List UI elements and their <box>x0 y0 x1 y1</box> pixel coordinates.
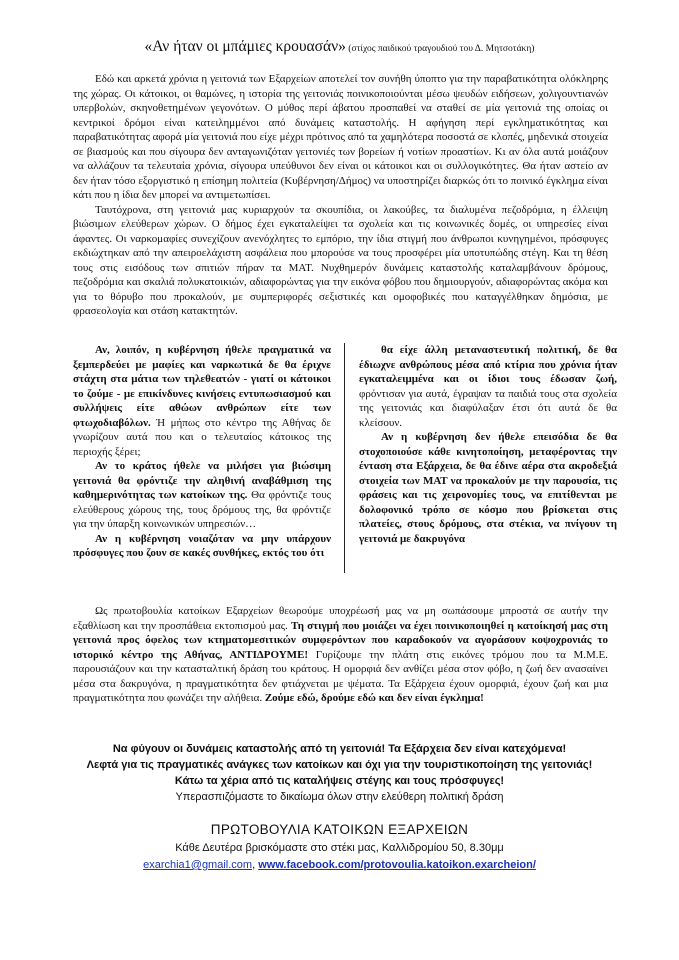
right-paragraph-1 <box>359 343 617 430</box>
left-paragraph-1-bold: Αν, λοιπόν, η κυβέρνηση ήθελε πραγματικά να ξεμπερδεύει με μαφίες και ναρκωτικά δε θα έριχνε στάχτη στα μάτια των τηλεθεατών - γιατί οι κάτοικοι το ζούμε - με επικίνδυνες κινήσεις εντυπωσιασμού και συλλήψεις είτε αθώων ανθρώπων είτε των φτωχοδιαβόλων. <box>73 344 331 429</box>
slogan-2: Λεφτά για τις πραγματικές ανάγκες των κατοίκων και όχι για την τουριστικοποίηση της γειτονιάς! <box>86 759 593 771</box>
signature-block <box>0 820 679 874</box>
intro-paragraph-2: Ταυτόχρονα, στη γειτονιά μας κυριαρχούν τα σκουπίδια, οι λακούβες, τα διαλυμένα πεζοδρόμια, η έλλειψη βιώσιμων ελεύθερων χώρων. Ο δήμος έχει εγκαταλείψει τα σχολεία και τις κοινωνικές δομές, οι υπηρεσίες είναι άφαντες. Οι ναρκομαφίες συνεχίζουν ανενόχλητες το εμπόριο, την ίδια στιγμή που άνθρωποι κυνηγημένοι, πρόσφυγες εκδιώχτηκαν από την απειροελάχιστη ασφάλεια που μπορούσε να τους προσφέρει μία υποτυπώδης στέγη. Και τη θέση τους στις εισόδους των σπιτιών πήραν τα ΜΑΤ. Νυχθημερόν δυνάμεις καταστολής καταλαμβάνουν δρόμους, πεζοδρόμια και σκαλιά πολυκατοικιών, αδιαφορώντας για την εικόνα φόβου που δημιουργούν, αδιαφορώντας ακόμα και για το θόρυβο που προκαλούν, με συμπεριφορές σεξιστικές και ομοφοβικές που καταγγέλθηκαν δημόσια, με φρασεολογία και στάση κατακτητών. <box>73 203 608 317</box>
contact-links <box>0 857 679 874</box>
page-subtitle: (στίχος παιδικού τραγουδιού του Δ. Μητσοτάκη) <box>345 44 535 54</box>
closing-bold-2: Ζούμε εδώ, δρούμε εδώ και δεν είναι έγκλημα! <box>264 692 484 704</box>
closing-bold-1: Τη στιγμή που μοιάζει να έχει ποινικοποιηθεί η κατοίκησή μας στη γειτονιά προς όφελος των κτηματομεσιτικών συμφερόντων που καραδοκούν να αγοράσουν κοψοχρονιάς το ιστορικό κέντρο της Αθήνας, ΑΝΤΙΔΡΟΥΜΕ! <box>73 619 608 661</box>
intro-paragraph-1: Εδώ και αρκετά χρόνια η γειτονιά των Εξαρχείων αποτελεί τον συνήθη ύποπτο για την παραβατικότητα ολόκληρης της χώρας. Οι κάτοικοι, οι θαμώνες, η ιστορία της γειτονιάς ποινικοποιούνται μέσω ψευδών ειδήσεων, χολιγουντιανών υπερβολών, σκηνοθετημένων γεγονότων. Ο μύθος περί άβατου προσπαθεί να σταθεί σε μία γειτονιά της οποίας οι κεντρικοί δρόμοι είναι κατειλημμένοι από δυνάμεις καταστολής. Η αφήγηση περί εγκληματικότητας και παραβατικότητας αφορά μία γειτονιά που είχε μέχρι πρότινος από τα χαμηλότερα ποσοστά σε κλοπές, μηδενικά στοιχεία σε βιασμούς και που σίγουρα δεν ανταγωνιζόταν γειτονιές των βορείων ή νοτίων προαστίων. Κι αν όλα αυτά μοιάζουν να αλλάζουν τα τελευταία χρόνια, σίγουρα υπεύθυνοι δεν είναι οι κάτοικοι και οι συλλογικότητες. Θα ήταν αστείο αν δεν ήταν τόσο εξοργιστικό η επίσημη πολιτεία (Κυβέρνηση/Δήμος) να υποστηρίζει διαρκώς ότι το ποινικό έγκλημα είναι κάτι που η ίδια δεν μπορεί να αντιμετωπίσει. <box>73 73 608 201</box>
right-paragraph-2 <box>359 430 617 546</box>
page-title: «Αν ήταν οι μπάμιες κρουασάν» <box>144 38 346 55</box>
left-column <box>73 343 331 561</box>
slogan-4: Υπερασπιζόμαστε το δικαίωμα όλων στην ελεύθερη πολιτική δράση <box>175 791 504 803</box>
slogans-block <box>0 741 679 805</box>
right-paragraph-2-bold: Αν η κυβέρνηση δεν ήθελε επεισόδια δε θα στοχοποιούσε κάθε κινητοποίηση, μεταφέροντας την ένταση στα Εξάρχεια, δε θα έδινε αέρα στα ακροδεξιά στοιχεία των ΜΑΤ να προκαλούν με την παρουσία, τις φράσεις και τις χειρονομίες τους, να επιτίθενται με δολοφονικό τρόπο σε κόσμο που βρίσκεται στις πλατείες, στους δρόμους, στα στέκια, να πνίγουν τη γειτονιά με δακρυγόνα <box>359 431 617 545</box>
organization-name: ΠΡΩΤΟΒΟΥΛΙΑ ΚΑΤΟΙΚΩΝ ΕΞΑΡΧΕΙΩΝ <box>210 822 469 837</box>
right-paragraph-1-text: φρόντισαν για αυτά, έγραψαν τα παιδιά τους στα σχολεία της γειτονιάς και διαφύλαξαν έτσι ότι αυτά δε θα κλείσουν. <box>359 387 617 429</box>
link-separator: , <box>252 859 259 871</box>
slogan-1: Να φύγουν οι δυνάμεις καταστολής από τη γειτονιά! Τα Εξάρχεια δεν είναι κατεχόμενα! <box>112 743 567 755</box>
closing-text-1: Ως πρωτοβουλία κατοίκων Εξαρχείων θεωρούμε υποχρέωσή μας να μη σωπάσουμε μπροστά σε αυτήν την εξαθλίωση και την προσπάθεια εκτοπισμού μας. <box>73 605 608 632</box>
left-paragraph-2 <box>73 459 331 532</box>
two-column-section <box>73 343 617 571</box>
right-column <box>359 343 617 546</box>
closing-paragraph <box>73 604 608 706</box>
left-paragraph-3-bold: Αν η κυβέρνηση νοιαζόταν να μην υπάρχουν πρόσφυγες που ζουν σε κακές συνθήκες, εκτός του ότι <box>73 532 331 559</box>
closing-text <box>73 604 608 706</box>
facebook-link[interactable]: www.facebook.com/protovoulia.katoikon.exarcheion/ <box>258 859 536 871</box>
email-link[interactable]: exarchia1@gmail.com <box>143 859 253 871</box>
left-paragraph-1-text: Ή μήπως στο κέντρο της Αθήνας δε γνωρίζουν αυτά που και ο τελευταίος κάτοικος της περιοχής ξέρει; <box>73 416 331 458</box>
closing-text-2: Γυρίζουμε την πλάτη στις εικόνες τρόμου που τα Μ.Μ.Ε. παρουσιάζουν και την κατασταλτική δράση του κράτους. Η ομορφιά δεν ανθίζει μέσα στον φόβο, η ζωή δεν ανασαίνει μέσα στα δακρυγόνα, η πραγματικότητα δεν φτιάχνεται με ψέματα. Τα Εξάρχεια έχουν ομορφιά, έχουν ζωή και μια πραγματικότητα που φωνάζει την αλήθεια. <box>73 648 608 704</box>
slogan-3: Κάτω τα χέρια από τις καταλήψεις στέγης και τους πρόσφυγες! <box>174 775 505 787</box>
left-paragraph-1 <box>73 343 331 459</box>
intro-text <box>73 72 608 319</box>
left-paragraph-2-bold: Αν το κράτος ήθελε να μιλήσει για βιώσιμη γειτονιά θα φρόντιζε την αληθινή αναβάθμιση της καθημερινότητας των κατοίκων της. <box>73 460 331 501</box>
right-paragraph-1-bold: θα είχε άλλη μεταναστευτική πολιτική, δε θα έδιωχνε ανθρώπους μέσα από κτίρια που χρόνια ήταν εγκαταλειμμένα και οι ίδιοι τους έδωσαν ζωή, <box>359 344 617 385</box>
left-paragraph-3 <box>73 532 331 561</box>
meeting-info: Κάθε Δευτέρα βρισκόμαστε στο στέκι μας, Καλλιδρομίου 50, 8.30μμ <box>175 842 504 854</box>
left-paragraph-2-text: Θα φρόντιζε τους ελεύθερους χώρους της, τους δρόμους της, θα φρόντιζε για την ύπαρξη κοινωνικών υπηρεσιών… <box>73 489 332 530</box>
title-block <box>0 38 679 58</box>
